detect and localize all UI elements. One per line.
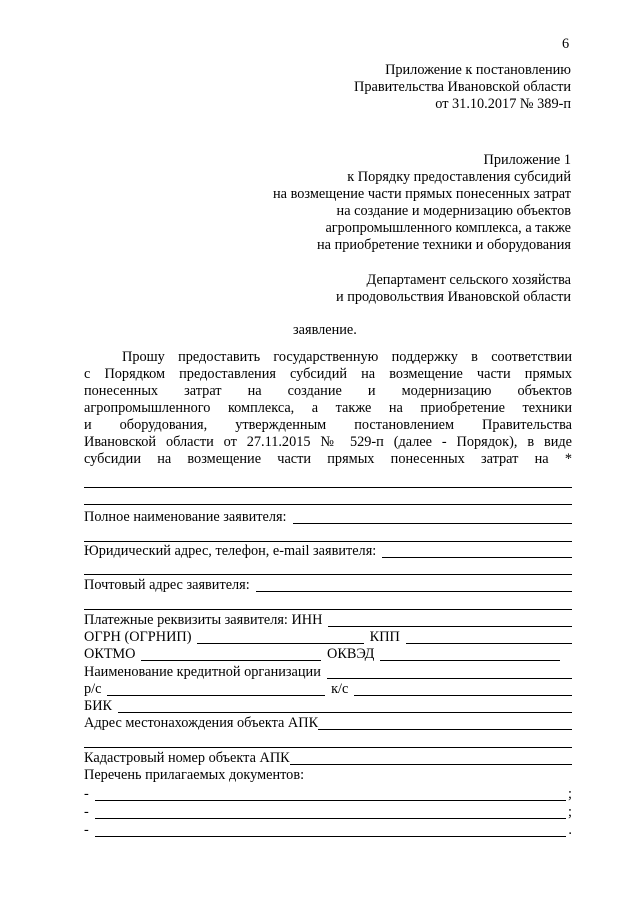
page-number: 6 (562, 36, 570, 52)
bik-field[interactable] (118, 699, 572, 713)
bank-name-field[interactable] (327, 665, 572, 679)
blank-line[interactable] (84, 747, 572, 748)
legal-address-row (84, 543, 572, 560)
okved-label: ОКВЭД (327, 646, 375, 662)
item-end: ; (568, 786, 572, 802)
kpp-field[interactable] (406, 630, 572, 644)
approval-line: Приложение к постановлению (385, 62, 571, 78)
apk-address-row (84, 715, 572, 732)
annex-header (273, 152, 571, 254)
approval-line: от 31.10.2017 № 389-п (435, 96, 571, 112)
cadastral-label: Кадастровый номер объекта АПК (84, 750, 290, 766)
approval-line: Правительства Ивановской области (354, 79, 571, 95)
cadastral-field[interactable] (290, 751, 572, 765)
addressee-line: и продовольствия Ивановской области (335, 289, 571, 305)
oktmo-okved-row (84, 646, 572, 663)
okved-field[interactable] (380, 647, 560, 661)
item-dash: - (84, 822, 89, 838)
payment-details-label: Платежные реквизиты заявителя: ИНН (84, 612, 323, 628)
document-title: заявление. (293, 322, 357, 338)
ogrn-label: ОГРН (ОГРНИП) (84, 629, 192, 645)
oktmo-field[interactable] (141, 647, 321, 661)
corr-account-field[interactable] (354, 682, 572, 696)
inn-field[interactable] (328, 613, 572, 627)
body-line: с Порядком предоставления субсидий на возмещение части прямых (84, 366, 572, 382)
document-item-field[interactable] (95, 805, 566, 819)
legal-address-field[interactable] (382, 544, 572, 558)
bank-name-row (84, 664, 572, 681)
document-item-field[interactable] (95, 823, 567, 837)
item-end: . (568, 822, 572, 838)
blank-line[interactable] (84, 609, 572, 610)
bik-label: БИК (84, 698, 113, 714)
document-item (84, 804, 572, 821)
blank-line[interactable] (84, 487, 572, 488)
account-label: р/с (84, 681, 102, 697)
ogrn-field[interactable] (197, 630, 363, 644)
bank-name-label: Наименование кредитной организации (84, 664, 321, 680)
item-dash: - (84, 804, 89, 820)
body-line: Прошу предоставить государственную поддержку в соответствии (122, 349, 572, 365)
body-line: Ивановской области от 27.11.2015 № 529-п (далее - Порядок), в виде (84, 434, 572, 450)
cadastral-row (84, 750, 572, 767)
kpp-label: КПП (369, 629, 400, 645)
document-item (84, 822, 572, 839)
apk-address-label: Адрес местонахождения объекта АПК (84, 715, 319, 731)
full-name-field[interactable] (293, 510, 572, 524)
document-item (84, 786, 572, 803)
approval-header (354, 62, 571, 113)
addressee-line: Департамент сельского хозяйства (366, 272, 571, 288)
document-item-field[interactable] (95, 787, 566, 801)
apk-address-field[interactable] (318, 716, 572, 730)
annex-line: на создание и модернизацию объектов (336, 203, 571, 219)
corr-account-label: к/с (331, 681, 349, 697)
annex-line: на возмещение части прямых понесенных затрат (273, 186, 571, 202)
annex-line: на приобретение техники и оборудования (317, 237, 571, 253)
documents-label: Перечень прилагаемых документов: (84, 767, 305, 783)
account-row (84, 681, 572, 698)
body-line: и оборудования, утвержденным постановлением Правительства (84, 417, 572, 433)
blank-line[interactable] (84, 504, 572, 505)
postal-address-field[interactable] (256, 578, 572, 592)
full-name-label: Полное наименование заявителя: (84, 509, 287, 525)
bik-row (84, 698, 572, 715)
account-field[interactable] (107, 682, 325, 696)
legal-address-label: Юридический адрес, телефон, e-mail заявителя: (84, 543, 377, 559)
addressee-block (336, 272, 571, 306)
item-dash: - (84, 786, 89, 802)
blank-line[interactable] (84, 541, 572, 542)
application-body (84, 349, 572, 468)
annex-line: к Порядку предоставления субсидий (347, 169, 571, 185)
ogrn-kpp-row (84, 629, 572, 646)
blank-line[interactable] (84, 574, 572, 575)
postal-address-row (84, 577, 572, 594)
body-line: понесенных затрат на создание и модернизацию объектов (84, 383, 572, 399)
oktmo-label: ОКТМО (84, 646, 136, 662)
annex-line: Приложение 1 (483, 152, 571, 168)
full-name-row (84, 509, 572, 526)
postal-address-label: Почтовый адрес заявителя: (84, 577, 250, 593)
documents-row (84, 767, 572, 784)
body-line: субсидии на возмещение части прямых понесенных затрат на * (84, 451, 572, 467)
annex-line: агропромышленного комплекса, а также (325, 220, 571, 236)
payment-details-row (84, 612, 572, 629)
body-line: агропромышленного комплекса, а также на приобретение техники (84, 400, 572, 416)
item-end: ; (568, 804, 572, 820)
